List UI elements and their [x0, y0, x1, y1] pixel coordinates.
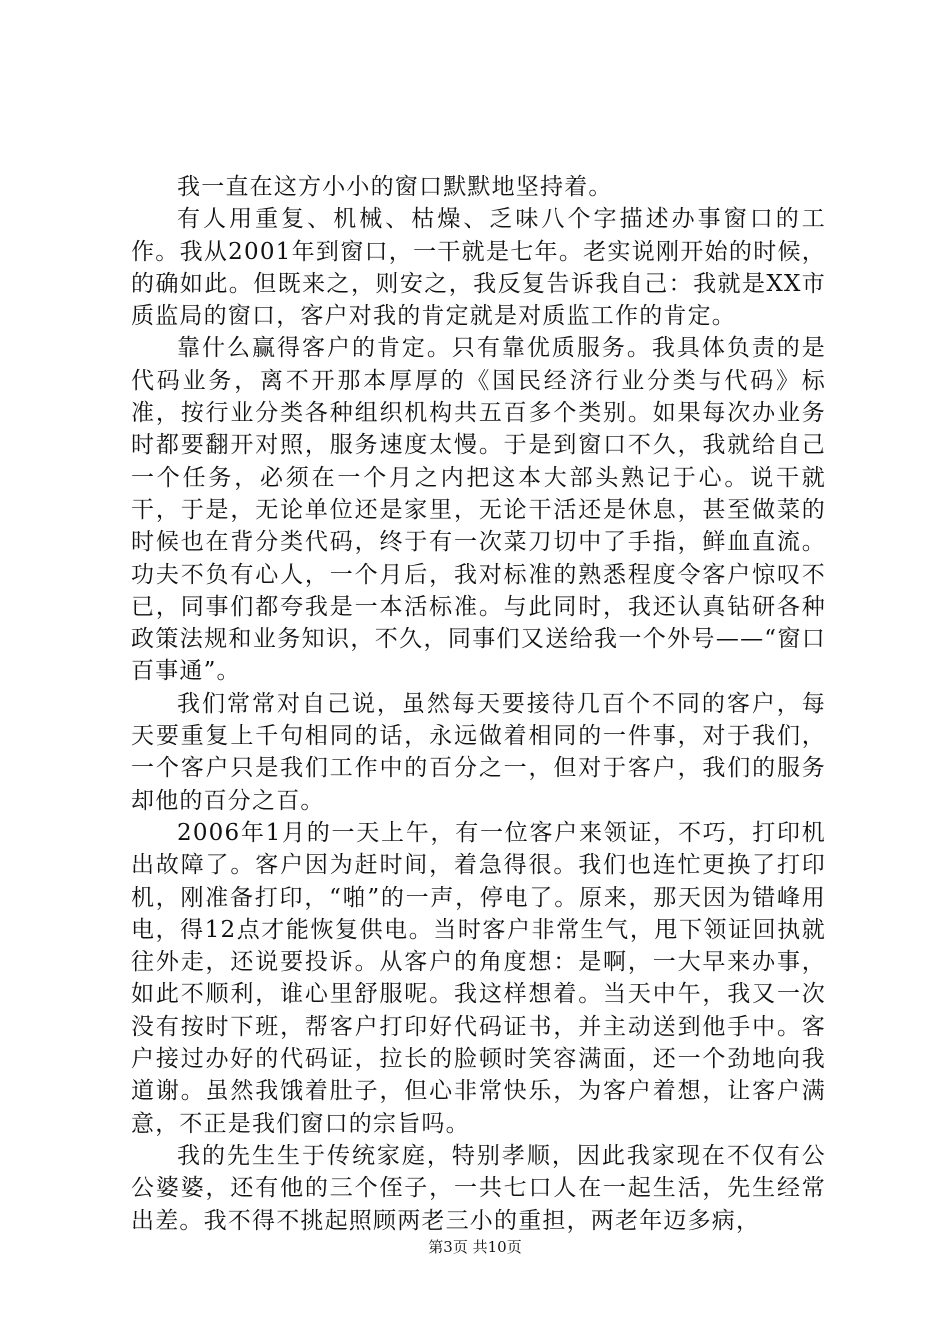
paragraph-2: 有人用重复、机械、枯燥、乏味八个字描述办事窗口的工作。我从2001年到窗口，一干就是七年。老实说刚开始的时候，的确如此。但既来之，则安之，我反复告诉我自己：我就是XX市质监局的窗口，客户对我的肯定就是对质监工作的肯定。 [131, 206, 826, 330]
body-text [131, 171, 826, 1237]
paragraph-5: 2006年1月的一天上午，有一位客户来领证，不巧，打印机出故障了。客户因为赶时间，着急得很。我们也连忙更换了打印机，刚准备打印，“啪”的一声，停电了。原来，那天因为错峰用电，得12点才能恢复供电。当时客户非常生气，甩下领证回执就往外走，还说要投诉。从客户的角度想：是啊，一大早来办事，如此不顺利，谁心里舒服呢。我这样想着。当天中午，我又一次没有按时下班，帮客户打印好代码证书，并主动送到他手中。客户接过办好的代码证，拉长的脸顿时笑容满面，还一个劲地向我道谢。虽然我饿着肚子，但心非常快乐，为客户着想，让客户满意，不正是我们窗口的宗旨吗。 [131, 819, 826, 1137]
paragraph-3: 靠什么赢得客户的肯定。只有靠优质服务。我具体负责的是代码业务，离不开那本厚厚的《国民经济行业分类与代码》标准，按行业分类各种组织机构共五百多个类别。如果每次办业务时都要翻开对照，服务速度太慢。于是到窗口不久，我就给自己一个任务，必须在一个月之内把这本大部头熟记于心。说干就干，于是，无论单位还是家里，无论干活还是休息，甚至做菜的时候也在背分类代码，终于有一次菜刀切中了手指，鲜血直流。功夫不负有心人，一个月后，我对标准的熟悉程度令客户惊叹不已，同事们都夸我是一本活标准。与此同时，我还认真钻研各种政策法规和业务知识，不久，同事们又送给我一个外号——“窗口百事通”。 [131, 335, 826, 685]
paragraph-4: 我们常常对自己说，虽然每天要接待几百个不同的客户，每天要重复上千句相同的话，永远做着相同的一件事，对于我们，一个客户只是我们工作中的百分之一，但对于客户，我们的服务却他的百分之百。 [131, 690, 826, 814]
paragraph-6: 我的先生生于传统家庭，特别孝顺，因此我家现在不仅有公公婆婆，还有他的三个侄子，一共七口人在一起生活，先生经常出差。我不得不挑起照顾两老三小的重担，两老年迈多病， [131, 1142, 826, 1234]
paragraph-1: 我一直在这方小小的窗口默默地坚持着。 [177, 174, 613, 200]
page-footer: 第3页 共10页 [428, 1238, 522, 1256]
